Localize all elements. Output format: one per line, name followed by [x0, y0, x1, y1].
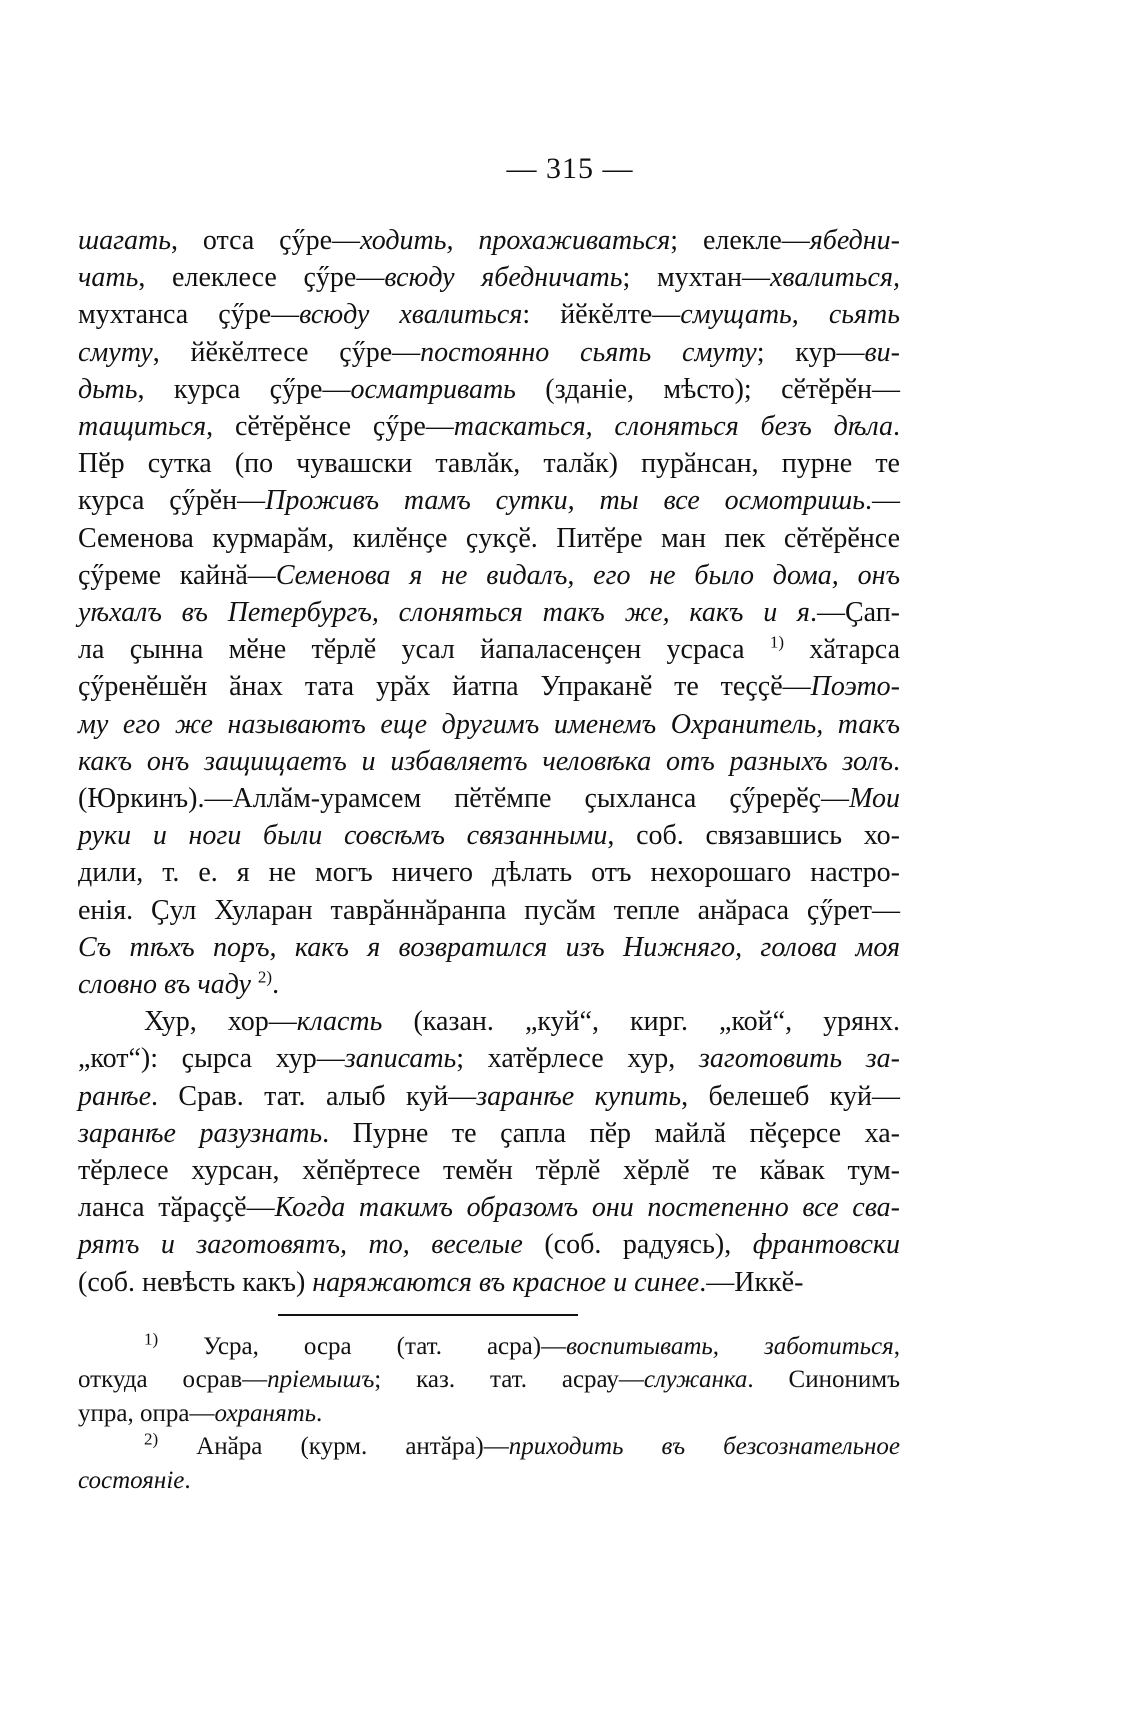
paragraph-1 — [78, 222, 900, 1003]
text-run: ; елекле— — [670, 225, 810, 256]
italic-translation: чать — [78, 262, 139, 294]
italic-translation: Поэто- — [810, 671, 900, 703]
italic-translation: класть — [296, 1006, 383, 1038]
text-run: Семенова курмарӑм, килӗнҫе ҫукҫӗ. Питӗре ман пек сӗтӗрӗнсе — [78, 522, 900, 554]
text-run: , соб. связавшись хо- — [607, 820, 901, 852]
text-run: . — [316, 1399, 323, 1427]
text-line — [78, 631, 900, 668]
italic-translation: ходить, прохаживаться — [360, 225, 671, 256]
text-line — [78, 1264, 900, 1301]
text-run: : йӗкӗлте— — [522, 299, 681, 331]
text-line — [78, 520, 900, 557]
italic-translation: Мои — [849, 783, 900, 815]
footnote-line — [78, 1330, 900, 1363]
italic-translation: Съ тѣхъ поръ, какъ я возвратился изъ Нижняго, голова моя — [78, 931, 900, 963]
text-run: , — [893, 1333, 901, 1360]
text-run: .—Ҫап- — [809, 597, 900, 629]
italic-translation: охранять — [214, 1399, 317, 1427]
text-run: „кот“): ҫырса хур— — [78, 1043, 345, 1075]
text-run: ланса тӑраҫҫӗ— — [78, 1192, 275, 1224]
text-run: (зданіе, мѣсто); сӗтӗрӗн— — [515, 373, 901, 405]
text-line — [78, 966, 900, 1003]
italic-translation: постоянно сьять смуту — [420, 336, 757, 368]
italic-translation: ви- — [864, 336, 900, 368]
italic-translation: состояніе — [78, 1466, 185, 1494]
footnote-marker: 1) — [144, 1329, 159, 1349]
italic-translation: дьть — [78, 373, 138, 405]
italic-translation: Семенова я не видалъ, его не было дома, онъ — [275, 559, 900, 591]
italic-translation: тащиться — [78, 411, 207, 443]
italic-translation: франтовски — [752, 1229, 900, 1261]
text-line — [78, 817, 900, 854]
italic-translation: ябедни- — [809, 225, 900, 256]
italic-translation: всюду хвалиться — [299, 299, 523, 331]
italic-translation: заранѣе разузнать — [78, 1117, 323, 1149]
text-line — [78, 1189, 900, 1226]
text-line — [78, 1226, 900, 1263]
text-run: .—Иккӗ- — [699, 1266, 804, 1298]
italic-translation: смуту — [78, 336, 153, 368]
text-run: мухтанса ҫӳре— — [78, 299, 300, 331]
text-run: Анӑра (курм. антӑра)— — [158, 1433, 509, 1461]
footnote-line — [78, 1363, 900, 1396]
italic-translation: Проживъ тамъ сутки, ты все осмотришь — [265, 485, 865, 517]
italic-translation: наряжаются въ красное и синее — [312, 1266, 700, 1298]
text-line — [78, 371, 900, 408]
text-line — [78, 1078, 900, 1115]
text-run: , отса ҫӳре— — [171, 225, 361, 256]
text-line — [78, 408, 900, 445]
footnote-1 — [78, 1330, 900, 1430]
italic-translation: ранѣе — [78, 1080, 151, 1112]
italic-translation: приходить въ безсознательное — [508, 1433, 900, 1461]
italic-translation: смущать, сьять — [680, 299, 901, 331]
footnote-line — [78, 1430, 900, 1463]
footnote-line — [78, 1397, 900, 1430]
footnote-2 — [78, 1430, 900, 1497]
text-run: ҫӳренӗшӗн ӑнах тата урӑх йатпа Упраканӗ те теҫҫӗ— — [78, 671, 811, 703]
text-run: , белешеб куй— — [681, 1080, 900, 1112]
footnote-marker: 2) — [257, 967, 273, 987]
text-run: упра, опра— — [78, 1399, 215, 1427]
italic-translation: воспитывать, заботиться — [566, 1333, 894, 1360]
text-run: . Срав. тат. алыб куй— — [151, 1080, 477, 1112]
italic-translation: рятъ и заготовятъ, то, веселые — [78, 1229, 523, 1261]
italic-translation: хвалиться, — [769, 262, 900, 294]
text-line — [78, 594, 900, 631]
text-line — [78, 334, 900, 371]
text-run: ла ҫынна мӗне тӗрлӗ усал йапаласенҫен усраса — [78, 634, 770, 666]
italic-translation: словно въ чаду — [78, 969, 251, 1001]
text-run: .— — [865, 485, 900, 517]
text-line — [78, 1003, 900, 1040]
italic-translation: всюду ябедничать — [384, 262, 623, 294]
text-line — [78, 668, 900, 705]
text-line — [78, 1040, 900, 1077]
italic-translation: заготовить за- — [698, 1043, 900, 1075]
text-run: Хур, хор— — [144, 1006, 297, 1038]
text-run: . — [893, 411, 901, 443]
text-run: курса ҫӳрӗн— — [78, 485, 266, 517]
text-run: . Пурне те ҫапла пӗр майлӑ пӗҫерсе ха- — [322, 1117, 900, 1149]
footnotes — [78, 1330, 900, 1497]
footnote-line — [78, 1464, 900, 1497]
text-line — [78, 743, 900, 780]
text-run: . — [272, 969, 280, 1001]
text-run: . — [184, 1466, 191, 1494]
italic-translation: Когда такимъ образомъ они постепенно все сва- — [274, 1192, 900, 1224]
text-line — [78, 929, 900, 966]
text-run: (соб. радуясь), — [522, 1229, 753, 1261]
text-run: . Синонимъ — [747, 1366, 900, 1394]
text-line — [78, 854, 900, 891]
text-line — [78, 706, 900, 743]
italic-translation: осматривать — [350, 373, 516, 405]
footnote-divider — [278, 1314, 578, 1316]
italic-translation: шагать — [78, 225, 172, 256]
text-run: (соб. невѣсть какъ) — [78, 1266, 313, 1298]
text-run — [251, 969, 258, 1000]
text-line — [78, 1115, 900, 1152]
text-run: енія. Ҫул Хуларан таврӑннӑранпа пусӑм тепле анӑраса ҫӳрет— — [78, 894, 900, 926]
text-line — [78, 557, 900, 594]
text-line — [78, 482, 900, 519]
text-run: , йӗкӗлтесе ҫӳре— — [152, 336, 421, 368]
italic-translation: служанка — [643, 1366, 748, 1394]
text-line — [78, 780, 900, 817]
italic-translation: какъ онъ защищаетъ и избавляетъ человѣка отъ разныхъ золъ — [78, 745, 893, 777]
page-number: — 315 — — [506, 152, 634, 185]
footnote-marker: 2) — [144, 1429, 159, 1449]
text-run: , елеклесе ҫӳре— — [138, 262, 385, 294]
text-line — [78, 892, 900, 929]
text-run: ҫӳреме кайнӑ— — [78, 559, 276, 591]
text-run: ; мухтан— — [622, 262, 770, 294]
italic-translation: му его же называютъ еще другимъ именемъ Охранитель, такъ — [78, 708, 900, 740]
text-run: откуда осрав— — [78, 1366, 268, 1394]
paragraph-2 — [78, 1003, 900, 1301]
text-run: Пӗр сутка (по чувашски тавлӑк, талӑк) пурӑнсан, пурне те — [78, 448, 900, 480]
main-text — [78, 222, 900, 1301]
text-run: . — [893, 745, 900, 777]
text-run: (Юркинъ).—Аллӑм-урамсем пӗтӗмпе ҫыхланса ҫӳрерӗҫ— — [78, 783, 850, 815]
text-run: дили, т. е. я не могъ ничего дѣлать отъ нехорошаго настро- — [78, 857, 900, 889]
italic-translation: пріемышъ — [267, 1366, 375, 1394]
text-line — [78, 296, 900, 333]
text-run: ; кур— — [756, 336, 865, 368]
italic-translation: уѣхалъ въ Петербургъ, слоняться такъ же, какъ и я — [78, 597, 810, 629]
italic-translation: заранѣе купить — [476, 1080, 682, 1112]
text-run: тӗрлесе хурсан, хӗпӗртесе темӗн тӗрлӗ хӗрлӗ те кӑвак тум- — [78, 1155, 900, 1187]
footnote-marker: 1) — [769, 632, 785, 652]
text-line — [78, 1152, 900, 1189]
text-line — [78, 445, 900, 482]
italic-translation: таскаться, слоняться безъ дѣла — [453, 411, 894, 443]
text-run: , курса ҫӳре— — [137, 373, 351, 405]
text-run: , сӗтӗрӗнсе ҫӳре— — [206, 411, 454, 443]
text-line — [78, 222, 900, 259]
text-run: (казан. „куй“, кирг. „кой“, урянх. — [382, 1006, 901, 1038]
italic-translation: руки и ноги были совсѣмъ связанными — [78, 820, 608, 852]
text-run: хӑтарса — [784, 634, 900, 666]
text-line — [78, 259, 900, 296]
text-run: ; каз. тат. асрау— — [374, 1366, 644, 1394]
text-run: ; хатӗрлесе хур, — [456, 1043, 699, 1075]
italic-translation: записать — [344, 1043, 457, 1075]
text-run: Усра, осра (тат. асра)— — [158, 1333, 567, 1360]
